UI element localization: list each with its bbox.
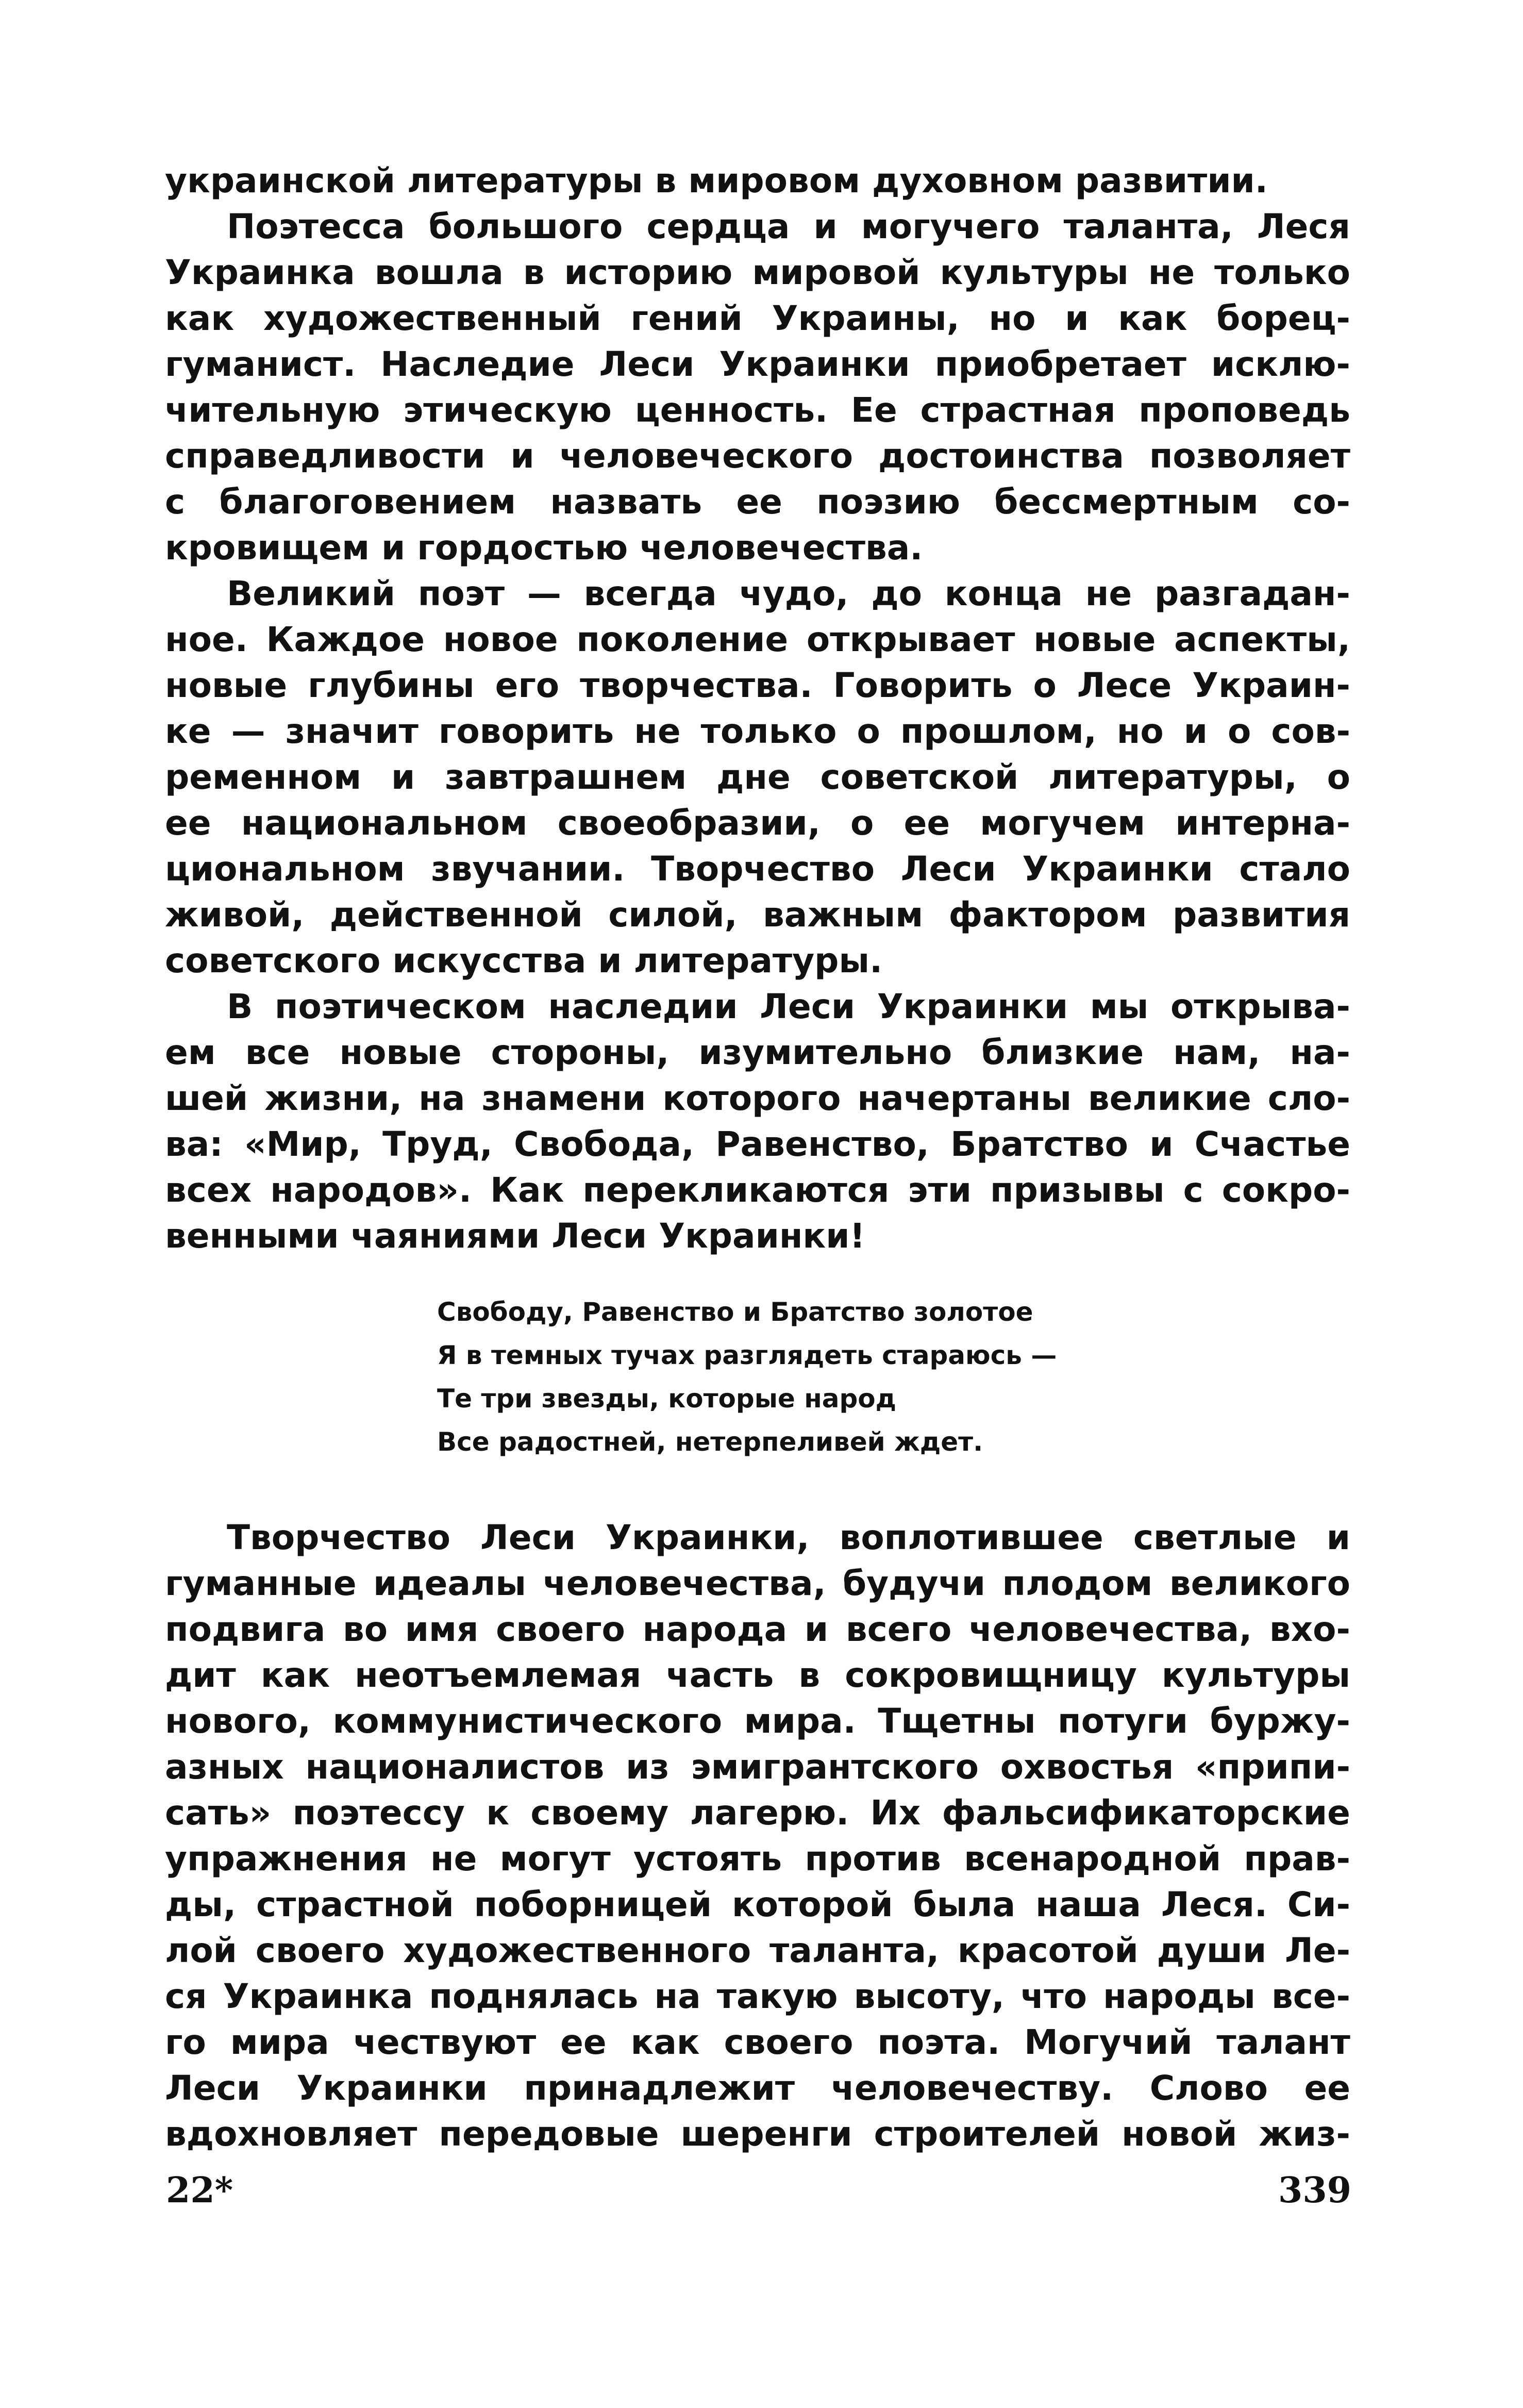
text-line: чительную этическую ценность. Ее страстная проповедь [165, 390, 1350, 430]
text-line: ды, страстной поборницей которой была наша Леся. Си- [165, 1885, 1350, 1924]
verse-line: Свободу, Равенство и Братство золотое [437, 1297, 1033, 1327]
text-line: живой, действенной силой, важным фактором развития [165, 895, 1350, 935]
text-line: справедливости и человеческого достоинства позволяет [165, 436, 1350, 476]
text-line: Леси Украинки принадлежит человечеству. Слово ее [165, 2068, 1350, 2108]
text-line: ное. Каждое новое поколение открывает новые аспекты, [165, 620, 1350, 659]
text-line: новые глубины его творчества. Говорить о Лесе Украин- [165, 666, 1350, 705]
text-line: как художественный гений Украины, но и как борец- [165, 298, 1350, 338]
text-line: советского искусства и литературы. [165, 941, 883, 981]
text-line: украинской литературы в мировом духовном развитии. [165, 161, 1268, 201]
text-line: венными чаяниями Леси Украинки! [165, 1216, 865, 1256]
text-line: азных националистов из эмигрантского охвостья «припи- [165, 1747, 1350, 1787]
text-line: дит как неотъемлемая часть в сокровищницу культуры [165, 1655, 1350, 1695]
text-line: ке — значит говорить не только о прошлом, но и о сов- [165, 711, 1350, 751]
text-line: нового, коммунистического мира. Тщетны потуги буржу- [165, 1701, 1350, 1741]
text-line: Великий поэт — всегда чудо, до конца не разгадан- [227, 574, 1350, 613]
text-line: с благоговением назвать ее поэзию бессмертным со- [165, 482, 1350, 522]
text-line: В поэтическом наследии Леси Украинки мы открыва- [227, 987, 1350, 1026]
text-line: вдохновляет передовые шеренги строителей новой жиз- [165, 2114, 1350, 2154]
text-line: циональном звучании. Творчество Леси Украинки стало [165, 849, 1350, 889]
text-line: шей жизни, на знамени которого начертаны великие сло- [165, 1078, 1350, 1118]
text-line: гуманист. Наследие Леси Украинки приобретает исклю- [165, 344, 1350, 384]
text-line: ем все новые стороны, изумительно близкие нам, на- [165, 1033, 1350, 1072]
verse-line: Те три звезды, которые народ [437, 1384, 897, 1414]
text-line: всех народов». Как перекликаются эти призывы с сокро- [165, 1170, 1350, 1210]
text-line: кровищем и гордостью человечества. [165, 528, 923, 568]
text-line: Поэтесса большого сердца и могучего таланта, Леся [227, 207, 1350, 246]
text-line: ва: «Мир, Труд, Свобода, Равенство, Братство и Счастье [165, 1124, 1350, 1164]
text-line: сать» поэтессу к своему лагерю. Их фальсификаторские [165, 1793, 1350, 1833]
text-line: Украинка вошла в историю мировой культуры не только [165, 253, 1350, 292]
text-line: гуманные идеалы человечества, будучи плодом великого [165, 1564, 1350, 1603]
text-line: упражнения не могут устоять против всенародной прав- [165, 1839, 1350, 1879]
verse-line: Все радостней, нетерпеливей ждет. [437, 1427, 983, 1457]
text-line: ее национальном своеобразии, о ее могучем интерна- [165, 803, 1350, 843]
text-line: лой своего художественного таланта, красотой души Ле- [165, 1931, 1350, 1970]
text-line: го мира чествуют ее как своего поэта. Могучий талант [165, 2022, 1350, 2062]
text-line: Творчество Леси Украинки, воплотившее светлые и [227, 1518, 1350, 1557]
text-line: ся Украинка поднялась на такую высоту, что народы все- [165, 1977, 1350, 2016]
verse-line: Я в темных тучах разглядеть стараюсь — [437, 1340, 1057, 1370]
text-line: подвига во имя своего народа и всего человечества, вхо- [165, 1609, 1350, 1649]
signature-mark: 22* [166, 2170, 233, 2211]
page-number: 339 [1278, 2170, 1351, 2211]
text-line: ременном и завтрашнем дне советской литературы, о [165, 757, 1350, 797]
